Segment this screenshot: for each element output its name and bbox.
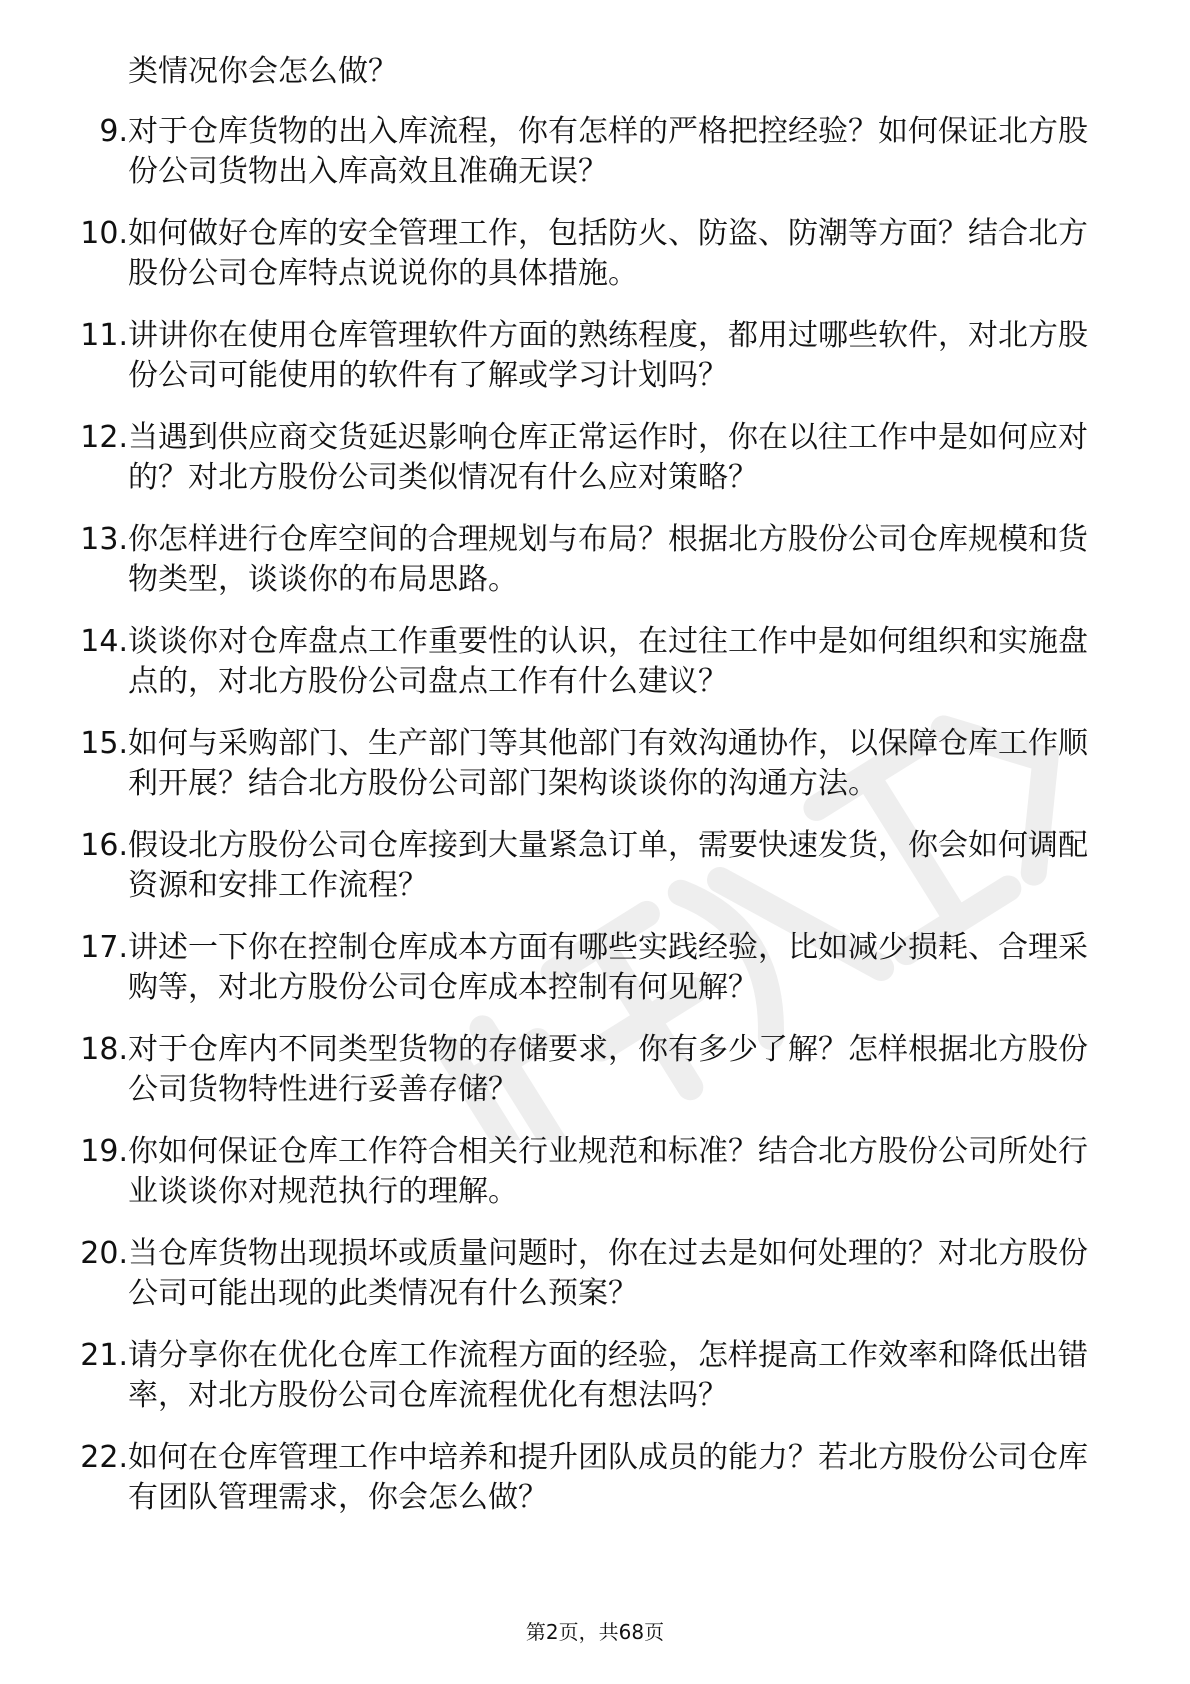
question-item bbox=[0, 1438, 1190, 1518]
question-item bbox=[0, 1336, 1190, 1416]
question-text: 假设北方股份公司仓库接到大量紧急订单，需要快速发货，你会如何调配资源和安排工作流程？ bbox=[128, 828, 1088, 903]
question-item bbox=[0, 112, 1190, 192]
question-item bbox=[0, 520, 1190, 600]
question-number: 9. bbox=[99, 114, 128, 149]
question-item bbox=[0, 724, 1190, 804]
question-item bbox=[0, 316, 1190, 396]
question-text: 讲讲你在使用仓库管理软件方面的熟练程度，都用过哪些软件，对北方股份公司可能使用的软件有了解或学习计划吗？ bbox=[128, 318, 1088, 393]
question-number: 22. bbox=[80, 1440, 128, 1475]
question-number: 15. bbox=[80, 726, 128, 761]
question-number: 17. bbox=[80, 930, 128, 965]
question-text: 你如何保证仓库工作符合相关行业规范和标准？结合北方股份公司所处行业谈谈你对规范执行的理解。 bbox=[128, 1134, 1088, 1209]
question-number: 11. bbox=[80, 318, 128, 353]
question-item bbox=[0, 622, 1190, 702]
continuation-text: 类情况你会怎么做？ bbox=[128, 54, 398, 89]
question-item bbox=[0, 1030, 1190, 1110]
question-text: 如何与采购部门、生产部门等其他部门有效沟通协作，以保障仓库工作顺利开展？结合北方股份公司部门架构谈谈你的沟通方法。 bbox=[128, 726, 1088, 801]
question-text: 如何在仓库管理工作中培养和提升团队成员的能力？若北方股份公司仓库有团队管理需求，你会怎么做？ bbox=[128, 1440, 1088, 1515]
question-number: 20. bbox=[80, 1236, 128, 1271]
question-list bbox=[0, 112, 1190, 1540]
question-text: 请分享你在优化仓库工作流程方面的经验，怎样提高工作效率和降低出错率，对北方股份公司仓库流程优化有想法吗？ bbox=[128, 1338, 1088, 1413]
question-item bbox=[0, 1132, 1190, 1212]
question-text: 当遇到供应商交货延迟影响仓库正常运作时，你在以往工作中是如何应对的？对北方股份公司类似情况有什么应对策略？ bbox=[128, 420, 1088, 495]
question-item bbox=[0, 1234, 1190, 1314]
question-number: 14. bbox=[80, 624, 128, 659]
question-item bbox=[0, 826, 1190, 906]
question-number: 21. bbox=[80, 1338, 128, 1373]
question-number: 16. bbox=[80, 828, 128, 863]
question-number: 18. bbox=[80, 1032, 128, 1067]
page-footer: 第2页，共68页 bbox=[525, 1620, 665, 1644]
question-text: 如何做好仓库的安全管理工作，包括防火、防盗、防潮等方面？结合北方股份公司仓库特点说说你的具体措施。 bbox=[128, 216, 1088, 291]
question-item bbox=[0, 928, 1190, 1008]
question-item bbox=[0, 214, 1190, 294]
question-text: 谈谈你对仓库盘点工作重要性的认识，在过往工作中是如何组织和实施盘点的，对北方股份公司盘点工作有什么建议？ bbox=[128, 624, 1088, 699]
question-text: 对于仓库货物的出入库流程，你有怎样的严格把控经验？如何保证北方股份公司货物出入库高效且准确无误？ bbox=[128, 114, 1088, 189]
question-text: 你怎样进行仓库空间的合理规划与布局？根据北方股份公司仓库规模和货物类型，谈谈你的布局思路。 bbox=[128, 522, 1088, 597]
question-number: 19. bbox=[80, 1134, 128, 1169]
question-number: 10. bbox=[80, 216, 128, 251]
question-text: 对于仓库内不同类型货物的存储要求，你有多少了解？怎样根据北方股份公司货物特性进行妥善存储？ bbox=[128, 1032, 1088, 1107]
question-item bbox=[0, 418, 1190, 498]
question-number: 12. bbox=[80, 420, 128, 455]
question-number: 13. bbox=[80, 522, 128, 557]
question-text: 讲述一下你在控制仓库成本方面有哪些实践经验，比如减少损耗、合理采购等，对北方股份公司仓库成本控制有何见解？ bbox=[128, 930, 1088, 1005]
question-text: 当仓库货物出现损坏或质量问题时，你在过去是如何处理的？对北方股份公司可能出现的此类情况有什么预案？ bbox=[128, 1236, 1088, 1311]
